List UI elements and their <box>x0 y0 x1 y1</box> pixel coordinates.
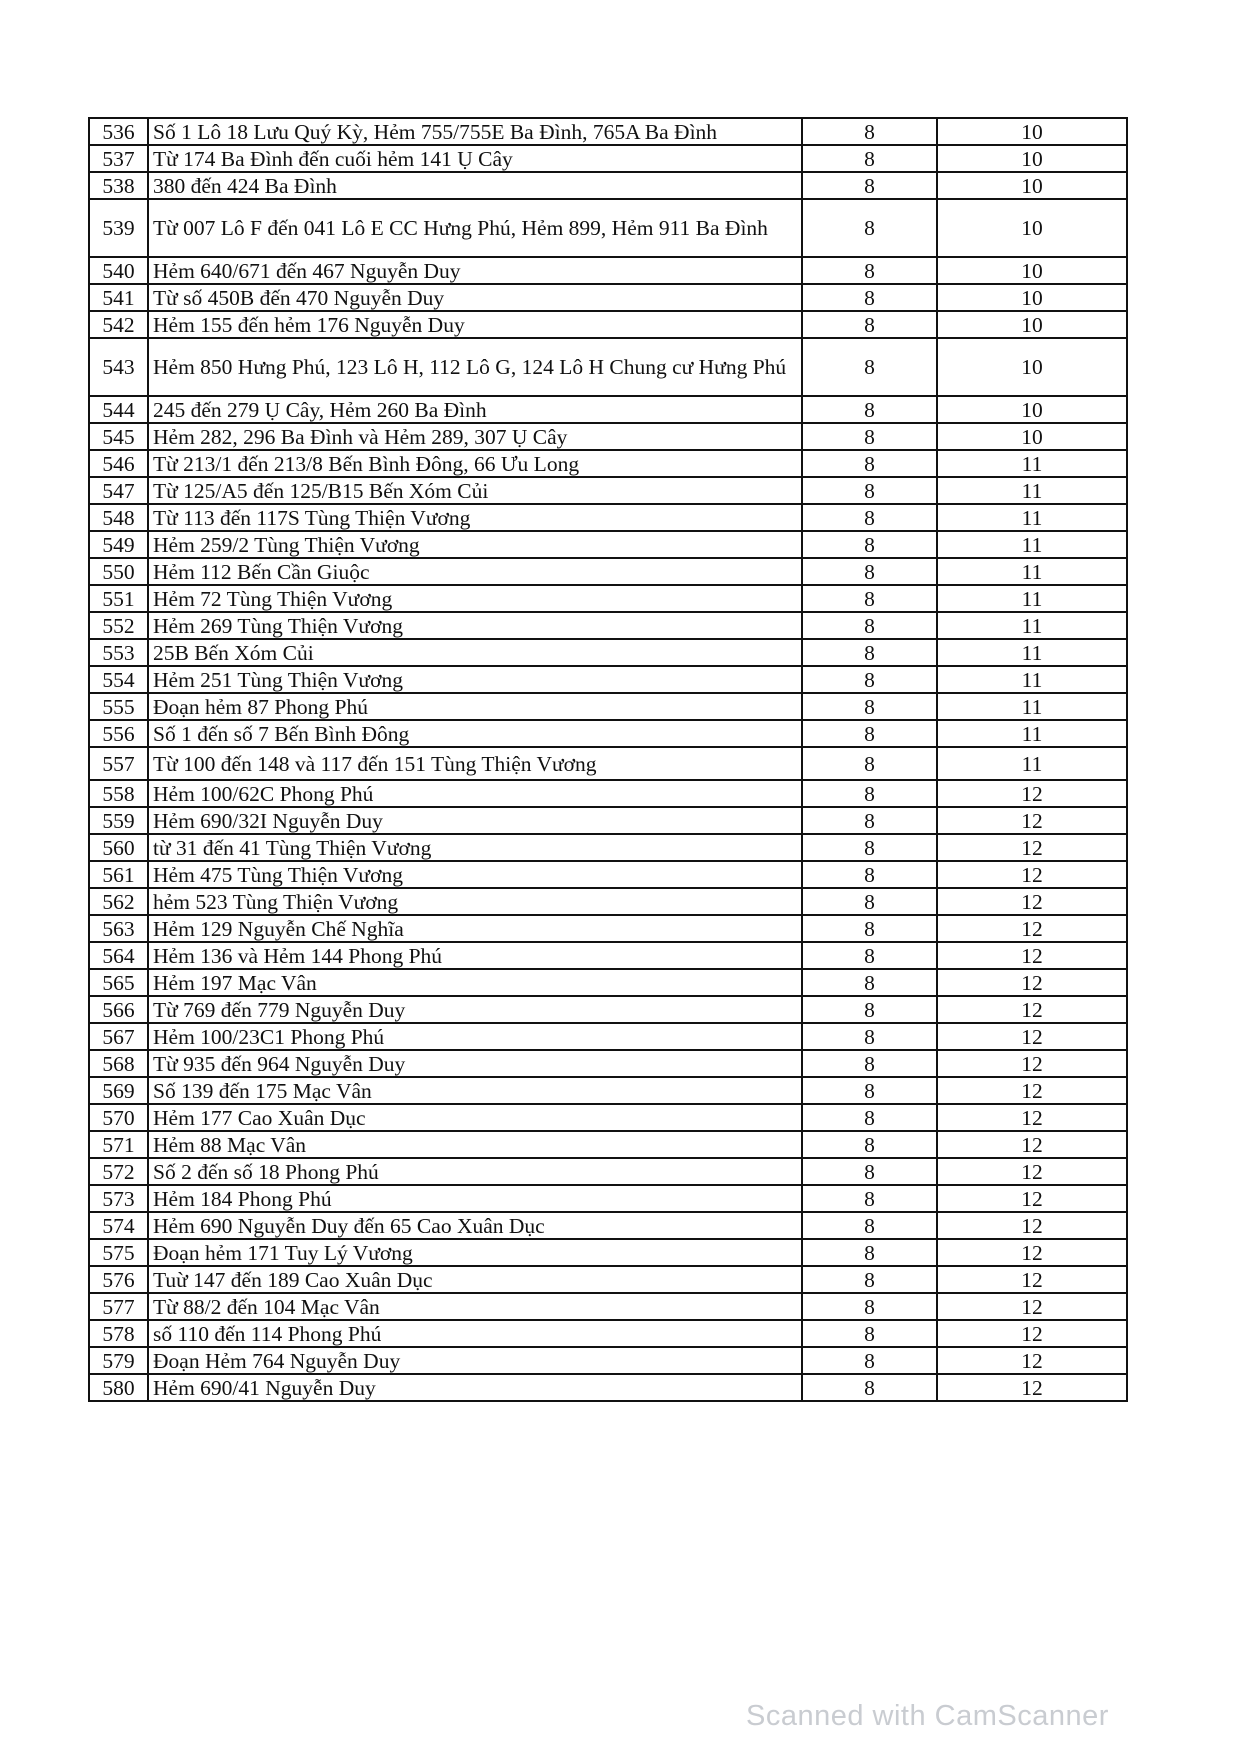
table-row <box>89 720 1127 747</box>
row-number: 566 <box>89 996 148 1023</box>
row-description: Đoạn hẻm 171 Tuy Lý Vương <box>148 1239 802 1266</box>
table-row <box>89 311 1127 338</box>
table-row <box>89 969 1127 996</box>
row-value-b: 12 <box>937 807 1127 834</box>
row-description: Từ 213/1 đến 213/8 Bến Bình Đông, 66 Ưu Long <box>148 450 802 477</box>
row-number: 555 <box>89 693 148 720</box>
table-row <box>89 145 1127 172</box>
row-value-b: 12 <box>937 915 1127 942</box>
row-number: 537 <box>89 145 148 172</box>
row-number: 563 <box>89 915 148 942</box>
row-value-a: 8 <box>802 257 937 284</box>
row-value-a: 8 <box>802 612 937 639</box>
row-number: 540 <box>89 257 148 284</box>
row-description: Từ 007 Lô F đến 041 Lô E CC Hưng Phú, Hẻm 899, Hẻm 911 Ba Đình <box>148 199 802 257</box>
row-value-b: 12 <box>937 1266 1127 1293</box>
table-row <box>89 834 1127 861</box>
row-value-b: 12 <box>937 1023 1127 1050</box>
row-description: Số 1 đến số 7 Bến Bình Đông <box>148 720 802 747</box>
row-description: Đoạn Hẻm 764 Nguyễn Duy <box>148 1347 802 1374</box>
table-row <box>89 1185 1127 1212</box>
row-number: 558 <box>89 780 148 807</box>
row-number: 539 <box>89 199 148 257</box>
row-value-b: 12 <box>937 1320 1127 1347</box>
row-value-a: 8 <box>802 720 937 747</box>
row-number: 570 <box>89 1104 148 1131</box>
table-row <box>89 1077 1127 1104</box>
row-value-a: 8 <box>802 1293 937 1320</box>
row-number: 569 <box>89 1077 148 1104</box>
row-value-b: 10 <box>937 396 1127 423</box>
row-number: 574 <box>89 1212 148 1239</box>
table-row <box>89 693 1127 720</box>
table-row <box>89 1266 1127 1293</box>
table-row <box>89 1293 1127 1320</box>
row-number: 547 <box>89 477 148 504</box>
row-value-a: 8 <box>802 996 937 1023</box>
row-description: Hẻm 155 đến hẻm 176 Nguyễn Duy <box>148 311 802 338</box>
row-value-b: 10 <box>937 284 1127 311</box>
row-description: Hẻm 100/62C Phong Phú <box>148 780 802 807</box>
row-value-b: 10 <box>937 199 1127 257</box>
table-row <box>89 477 1127 504</box>
row-value-b: 12 <box>937 780 1127 807</box>
row-value-b: 12 <box>937 1374 1127 1401</box>
row-value-b: 11 <box>937 504 1127 531</box>
row-value-b: 12 <box>937 1131 1127 1158</box>
row-value-a: 8 <box>802 969 937 996</box>
row-description: Hẻm 690 Nguyễn Duy đến 65 Cao Xuân Dục <box>148 1212 802 1239</box>
row-value-b: 10 <box>937 172 1127 199</box>
row-description: Hẻm 88 Mạc Vân <box>148 1131 802 1158</box>
table-row <box>89 888 1127 915</box>
row-value-b: 12 <box>937 969 1127 996</box>
row-description: Hẻm 129 Nguyễn Chế Nghĩa <box>148 915 802 942</box>
table-row <box>89 1320 1127 1347</box>
table-row <box>89 1212 1127 1239</box>
table-row <box>89 915 1127 942</box>
row-value-a: 8 <box>802 1050 937 1077</box>
row-number: 557 <box>89 747 148 780</box>
row-value-a: 8 <box>802 558 937 585</box>
row-description: Hẻm 475 Tùng Thiện Vương <box>148 861 802 888</box>
row-value-b: 10 <box>937 145 1127 172</box>
table-row <box>89 257 1127 284</box>
row-description: Hẻm 269 Tùng Thiện Vương <box>148 612 802 639</box>
row-value-a: 8 <box>802 1374 937 1401</box>
table-row <box>89 1023 1127 1050</box>
row-value-a: 8 <box>802 1320 937 1347</box>
row-value-b: 11 <box>937 477 1127 504</box>
row-description: số 110 đến 114 Phong Phú <box>148 1320 802 1347</box>
row-value-a: 8 <box>802 284 937 311</box>
row-value-a: 8 <box>802 1212 937 1239</box>
row-number: 571 <box>89 1131 148 1158</box>
row-number: 550 <box>89 558 148 585</box>
table-row <box>89 1104 1127 1131</box>
row-number: 556 <box>89 720 148 747</box>
row-number: 553 <box>89 639 148 666</box>
row-description: Hẻm 177 Cao Xuân Dục <box>148 1104 802 1131</box>
table-row <box>89 1158 1127 1185</box>
row-value-b: 12 <box>937 1077 1127 1104</box>
row-number: 548 <box>89 504 148 531</box>
row-value-a: 8 <box>802 1266 937 1293</box>
row-value-b: 11 <box>937 639 1127 666</box>
row-description: Từ 125/A5 đến 125/B15 Bến Xóm Củi <box>148 477 802 504</box>
row-value-a: 8 <box>802 1131 937 1158</box>
row-value-b: 11 <box>937 450 1127 477</box>
row-value-b: 11 <box>937 747 1127 780</box>
row-value-a: 8 <box>802 504 937 531</box>
row-value-a: 8 <box>802 311 937 338</box>
row-value-b: 12 <box>937 1347 1127 1374</box>
row-number: 543 <box>89 338 148 396</box>
row-number: 568 <box>89 1050 148 1077</box>
row-value-a: 8 <box>802 199 937 257</box>
table-row <box>89 1374 1127 1401</box>
table-row <box>89 284 1127 311</box>
row-value-a: 8 <box>802 338 937 396</box>
table-body <box>89 118 1127 1401</box>
row-value-a: 8 <box>802 145 937 172</box>
row-value-b: 12 <box>937 1104 1127 1131</box>
table-row <box>89 423 1127 450</box>
row-description: Hẻm 690/41 Nguyễn Duy <box>148 1374 802 1401</box>
row-value-a: 8 <box>802 423 937 450</box>
row-value-a: 8 <box>802 861 937 888</box>
row-value-b: 10 <box>937 311 1127 338</box>
row-description: Từ 100 đến 148 và 117 đến 151 Tùng Thiện Vương <box>148 747 802 780</box>
row-description: hẻm 523 Tùng Thiện Vương <box>148 888 802 915</box>
row-description: Hẻm 850 Hưng Phú, 123 Lô H, 112 Lô G, 124 Lô H Chung cư Hưng Phú <box>148 338 802 396</box>
row-description: Hẻm 282, 296 Ba Đình và Hẻm 289, 307 Ụ Cây <box>148 423 802 450</box>
row-number: 562 <box>89 888 148 915</box>
row-value-b: 12 <box>937 1212 1127 1239</box>
row-value-b: 12 <box>937 834 1127 861</box>
row-number: 580 <box>89 1374 148 1401</box>
row-number: 542 <box>89 311 148 338</box>
table-row <box>89 585 1127 612</box>
row-description: Hẻm 251 Tùng Thiện Vương <box>148 666 802 693</box>
row-number: 578 <box>89 1320 148 1347</box>
row-value-b: 11 <box>937 693 1127 720</box>
row-number: 565 <box>89 969 148 996</box>
row-number: 536 <box>89 118 148 145</box>
row-description: Hẻm 690/32I Nguyễn Duy <box>148 807 802 834</box>
row-number: 579 <box>89 1347 148 1374</box>
row-number: 576 <box>89 1266 148 1293</box>
table-row <box>89 1239 1127 1266</box>
row-value-b: 11 <box>937 531 1127 558</box>
row-description: Hẻm 184 Phong Phú <box>148 1185 802 1212</box>
row-value-a: 8 <box>802 477 937 504</box>
row-value-a: 8 <box>802 1239 937 1266</box>
row-value-b: 12 <box>937 1050 1127 1077</box>
row-value-a: 8 <box>802 888 937 915</box>
table-row <box>89 807 1127 834</box>
row-value-b: 12 <box>937 861 1127 888</box>
row-value-a: 8 <box>802 942 937 969</box>
row-description: Hẻm 112 Bến Cần Giuộc <box>148 558 802 585</box>
row-description: từ 31 đến 41 Tùng Thiện Vương <box>148 834 802 861</box>
row-number: 546 <box>89 450 148 477</box>
row-number: 564 <box>89 942 148 969</box>
row-value-a: 8 <box>802 1347 937 1374</box>
table-row <box>89 450 1127 477</box>
row-description: Từ số 450B đến 470 Nguyễn Duy <box>148 284 802 311</box>
row-value-a: 8 <box>802 1023 937 1050</box>
row-value-b: 10 <box>937 423 1127 450</box>
row-value-b: 11 <box>937 666 1127 693</box>
table-row <box>89 504 1127 531</box>
row-value-a: 8 <box>802 1104 937 1131</box>
row-description: Hẻm 100/23C1 Phong Phú <box>148 1023 802 1050</box>
row-description: Hẻm 259/2 Tùng Thiện Vương <box>148 531 802 558</box>
table-row <box>89 942 1127 969</box>
row-value-a: 8 <box>802 915 937 942</box>
table-row <box>89 338 1127 396</box>
row-value-b: 12 <box>937 942 1127 969</box>
row-description: Tuừ 147 đến 189 Cao Xuân Dục <box>148 1266 802 1293</box>
row-number: 573 <box>89 1185 148 1212</box>
table-row <box>89 118 1127 145</box>
row-value-b: 11 <box>937 585 1127 612</box>
row-value-a: 8 <box>802 666 937 693</box>
row-number: 551 <box>89 585 148 612</box>
row-number: 567 <box>89 1023 148 1050</box>
row-value-a: 8 <box>802 1158 937 1185</box>
table-row <box>89 1050 1127 1077</box>
row-description: Từ 769 đến 779 Nguyễn Duy <box>148 996 802 1023</box>
table-row <box>89 558 1127 585</box>
row-number: 575 <box>89 1239 148 1266</box>
row-value-a: 8 <box>802 1185 937 1212</box>
row-value-a: 8 <box>802 396 937 423</box>
row-value-b: 11 <box>937 720 1127 747</box>
row-value-a: 8 <box>802 693 937 720</box>
table-row <box>89 612 1127 639</box>
row-value-a: 8 <box>802 118 937 145</box>
row-description: Từ 113 đến 117S Tùng Thiện Vương <box>148 504 802 531</box>
row-value-b: 12 <box>937 1158 1127 1185</box>
row-description: Hẻm 136 và Hẻm 144 Phong Phú <box>148 942 802 969</box>
row-description: 245 đến 279 Ụ Cây, Hẻm 260 Ba Đình <box>148 396 802 423</box>
table-row <box>89 1131 1127 1158</box>
row-value-b: 12 <box>937 996 1127 1023</box>
row-value-a: 8 <box>802 172 937 199</box>
row-number: 541 <box>89 284 148 311</box>
row-description: 380 đến 424 Ba Đình <box>148 172 802 199</box>
row-description: Từ 174 Ba Đình đến cuối hẻm 141 Ụ Cây <box>148 145 802 172</box>
table-row <box>89 199 1127 257</box>
row-number: 552 <box>89 612 148 639</box>
row-value-a: 8 <box>802 807 937 834</box>
row-description: Từ 88/2 đến 104 Mạc Vân <box>148 1293 802 1320</box>
row-description: Số 2 đến số 18 Phong Phú <box>148 1158 802 1185</box>
row-value-b: 10 <box>937 338 1127 396</box>
table-row <box>89 861 1127 888</box>
row-number: 554 <box>89 666 148 693</box>
row-value-b: 12 <box>937 888 1127 915</box>
table-row <box>89 172 1127 199</box>
row-number: 572 <box>89 1158 148 1185</box>
row-description: Hẻm 197 Mạc Vân <box>148 969 802 996</box>
row-description: Hẻm 640/671 đến 467 Nguyễn Duy <box>148 257 802 284</box>
row-number: 560 <box>89 834 148 861</box>
table-row <box>89 531 1127 558</box>
row-number: 549 <box>89 531 148 558</box>
table-row <box>89 996 1127 1023</box>
row-description: Đoạn hẻm 87 Phong Phú <box>148 693 802 720</box>
row-number: 544 <box>89 396 148 423</box>
row-description: Hẻm 72 Tùng Thiện Vương <box>148 585 802 612</box>
row-description: Từ 935 đến 964 Nguyễn Duy <box>148 1050 802 1077</box>
row-value-b: 12 <box>937 1185 1127 1212</box>
scanner-watermark: Scanned with CamScanner <box>746 1700 1109 1732</box>
row-value-b: 10 <box>937 257 1127 284</box>
row-value-b: 10 <box>937 118 1127 145</box>
table-row <box>89 396 1127 423</box>
row-number: 561 <box>89 861 148 888</box>
row-value-b: 12 <box>937 1239 1127 1266</box>
row-value-a: 8 <box>802 450 937 477</box>
row-description: Số 139 đến 175 Mạc Vân <box>148 1077 802 1104</box>
row-number: 545 <box>89 423 148 450</box>
row-number: 538 <box>89 172 148 199</box>
row-number: 559 <box>89 807 148 834</box>
table-row <box>89 1347 1127 1374</box>
row-number: 577 <box>89 1293 148 1320</box>
row-value-a: 8 <box>802 639 937 666</box>
row-value-a: 8 <box>802 1077 937 1104</box>
table-row <box>89 747 1127 780</box>
row-description: Số 1 Lô 18 Lưu Quý Kỳ, Hẻm 755/755E Ba Đình, 765A Ba Đình <box>148 118 802 145</box>
row-value-b: 12 <box>937 1293 1127 1320</box>
table-row <box>89 780 1127 807</box>
row-value-a: 8 <box>802 780 937 807</box>
street-table <box>88 117 1128 1402</box>
row-value-b: 11 <box>937 558 1127 585</box>
table-row <box>89 639 1127 666</box>
row-value-a: 8 <box>802 747 937 780</box>
row-value-a: 8 <box>802 834 937 861</box>
row-value-a: 8 <box>802 585 937 612</box>
table-row <box>89 666 1127 693</box>
row-value-b: 11 <box>937 612 1127 639</box>
row-description: 25B Bến Xóm Củi <box>148 639 802 666</box>
row-value-a: 8 <box>802 531 937 558</box>
